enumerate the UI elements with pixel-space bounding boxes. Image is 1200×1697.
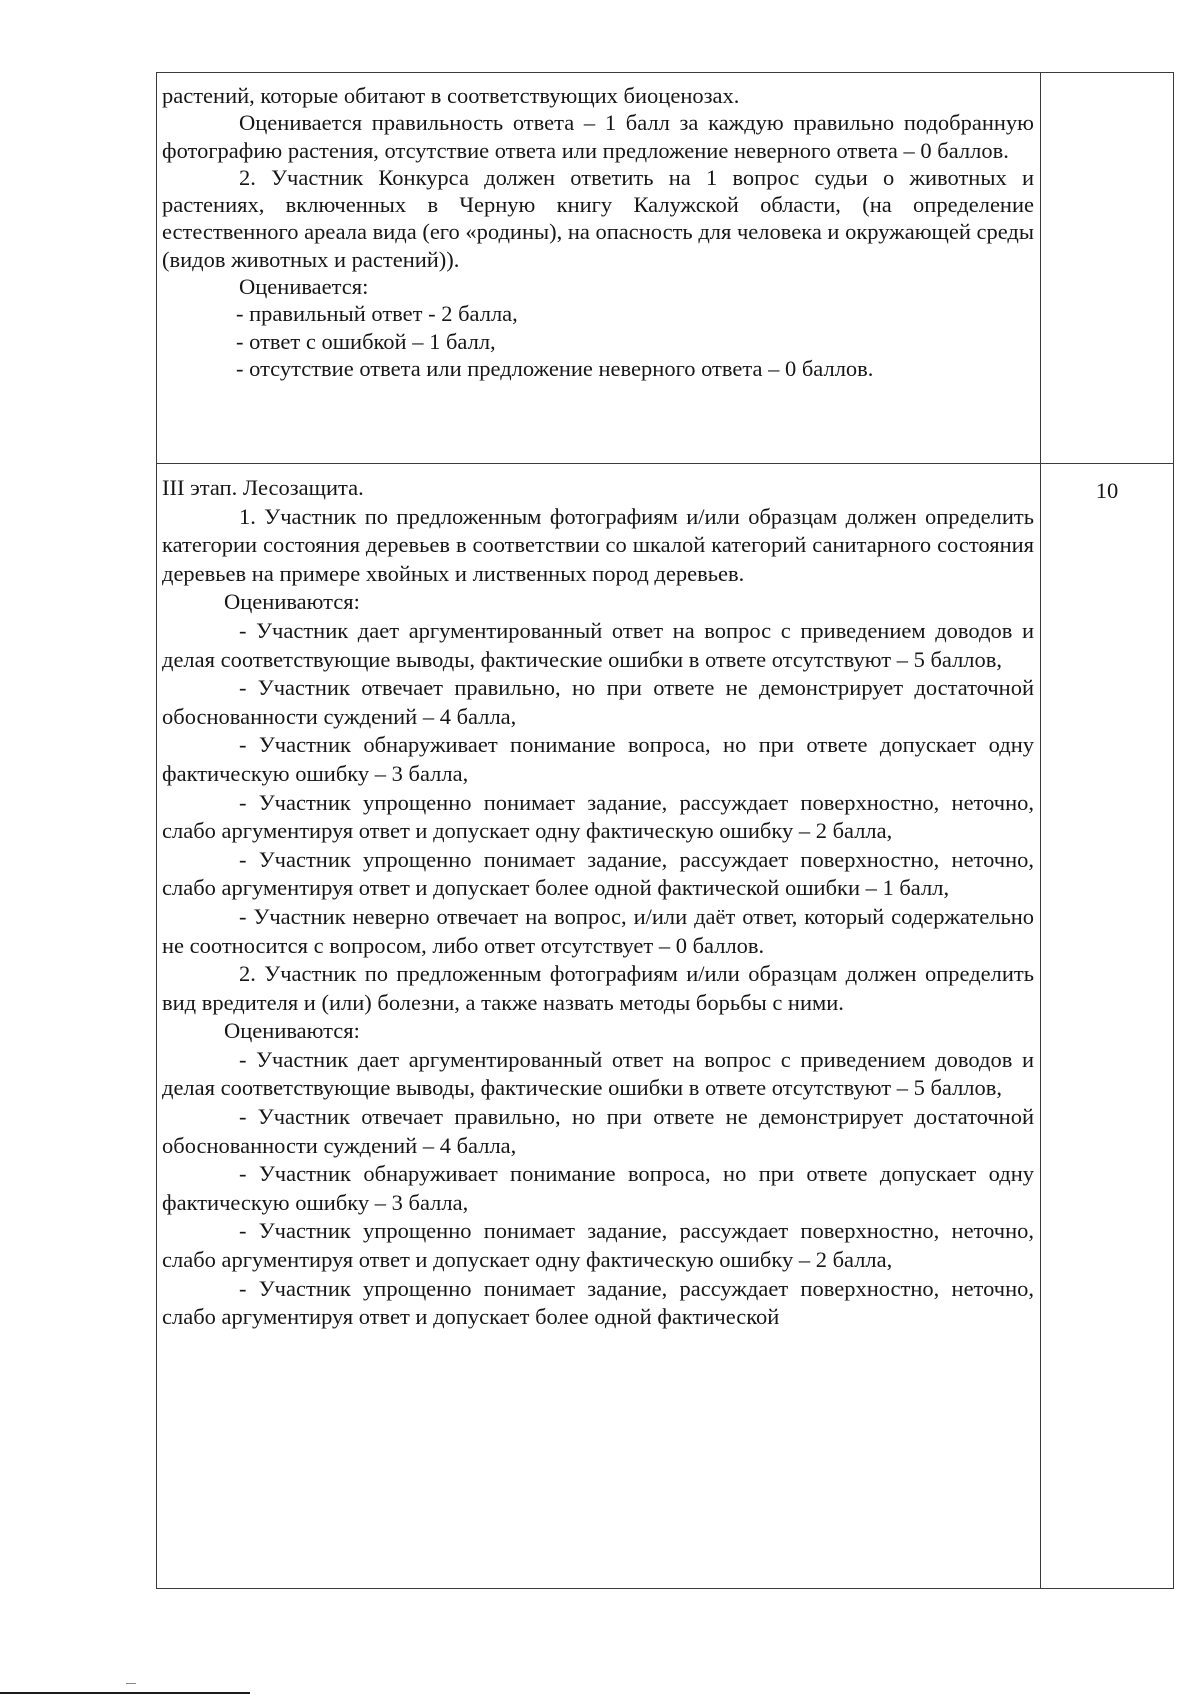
row1-description-cell: [162, 82, 1034, 382]
footer-rule: [0, 1692, 250, 1694]
row1-paragraph-task2: 2. Участник Конкурса должен ответить на 1 вопрос судьи о животных и растениях, включенных в Черную книгу Калужской области, (на определение естественного ареала вида (его «родины), на опасность для человека и окружающей среды (видов животных и растений)).: [162, 164, 1034, 272]
row1-score-item: - отсутствие ответа или предложение неверного ответа – 0 баллов.: [236, 355, 874, 381]
task2-criterion: - Участник дает аргументированный ответ на вопрос с приведением доводов и делая соответствующие выводы, фактические ошибки в ответе отсутствуют – 5 баллов,: [162, 1046, 1034, 1101]
task2-criterion: - Участник упрощенно понимает задание, рассуждает поверхностно, неточно, слабо аргументируя ответ и допускает одну фактическую ошибку – 2 балла,: [162, 1218, 1034, 1273]
row1-evaluated-label: Оценивается:: [239, 274, 369, 300]
task1-criterion: - Участник упрощенно понимает задание, рассуждает поверхностно, неточно, слабо аргументируя ответ и допускает более одной фактической ошибки – 1 балл,: [162, 846, 1034, 901]
task2-paragraph: 2. Участник по предложенным фотографиям и/или образцам должен определить вид вредителя и (или) болезни, а также назвать методы борьбы с ними.: [162, 961, 1034, 1015]
table-column-divider: [1040, 72, 1041, 1589]
task2-criterion: - Участник обнаруживает понимание вопроса, но при ответе допускает одну фактическую ошибку – 3 балла,: [162, 1161, 1034, 1215]
task1-criterion: - Участник дает аргументированный ответ на вопрос с приведением доводов и делая соответствующие выводы, фактические ошибки в ответе отсутствуют – 5 баллов,: [162, 617, 1034, 672]
task1-paragraph: 1. Участник по предложенным фотографиям и/или образцам должен определить категории состояния деревьев в соответствии со шкалой категорий санитарного состояния деревьев на примере хвойных и лиственных пород деревьев.: [162, 503, 1034, 586]
row1-score-item: - правильный ответ - 2 балла,: [236, 301, 518, 327]
task1-criterion: - Участник обнаруживает понимание вопроса, но при ответе допускает одну фактическую ошибку – 3 балла,: [162, 732, 1034, 786]
task2-evaluated-label: Оцениваются:: [224, 1018, 360, 1044]
task2-criterion: - Участник упрощенно понимает задание, рассуждает поверхностно, неточно, слабо аргументируя ответ и допускает более одной фактической: [162, 1275, 1034, 1330]
task1-criterion: - Участник упрощенно понимает задание, рассуждает поверхностно, неточно, слабо аргументируя ответ и допускает одну фактическую ошибку – 2 балла,: [162, 789, 1034, 844]
stage-title: III этап. Лесозащита.: [162, 475, 364, 500]
stage-score: 10: [1095, 478, 1119, 503]
table-row-divider: [156, 463, 1174, 464]
row1-paragraph-scoring: Оценивается правильность ответа – 1 балл за каждую правильно подобранную фотографию растения, отсутствие ответа или предложение неверного ответа – 0 баллов.: [162, 110, 1034, 163]
task1-evaluated-label: Оцениваются:: [224, 589, 360, 615]
task1-criterion: - Участник неверно отвечает на вопрос, и/или даёт ответ, который содержательно не соотносится с вопросом, либо ответ отсутствует – 0 баллов.: [162, 903, 1034, 958]
row2-description-cell: [162, 474, 1034, 1332]
footer-mark: [126, 1683, 136, 1684]
row1-paragraph-continuation: растений, которые обитают в соответствующих биоценозах.: [162, 83, 740, 108]
task2-criterion: - Участник отвечает правильно, но при ответе не демонстрирует достаточной обоснованности суждений – 4 балла,: [162, 1104, 1034, 1158]
task1-criterion: - Участник отвечает правильно, но при ответе не демонстрирует достаточной обоснованности суждений – 4 балла,: [162, 675, 1034, 729]
row1-score-item: - ответ с ошибкой – 1 балл,: [236, 328, 496, 354]
